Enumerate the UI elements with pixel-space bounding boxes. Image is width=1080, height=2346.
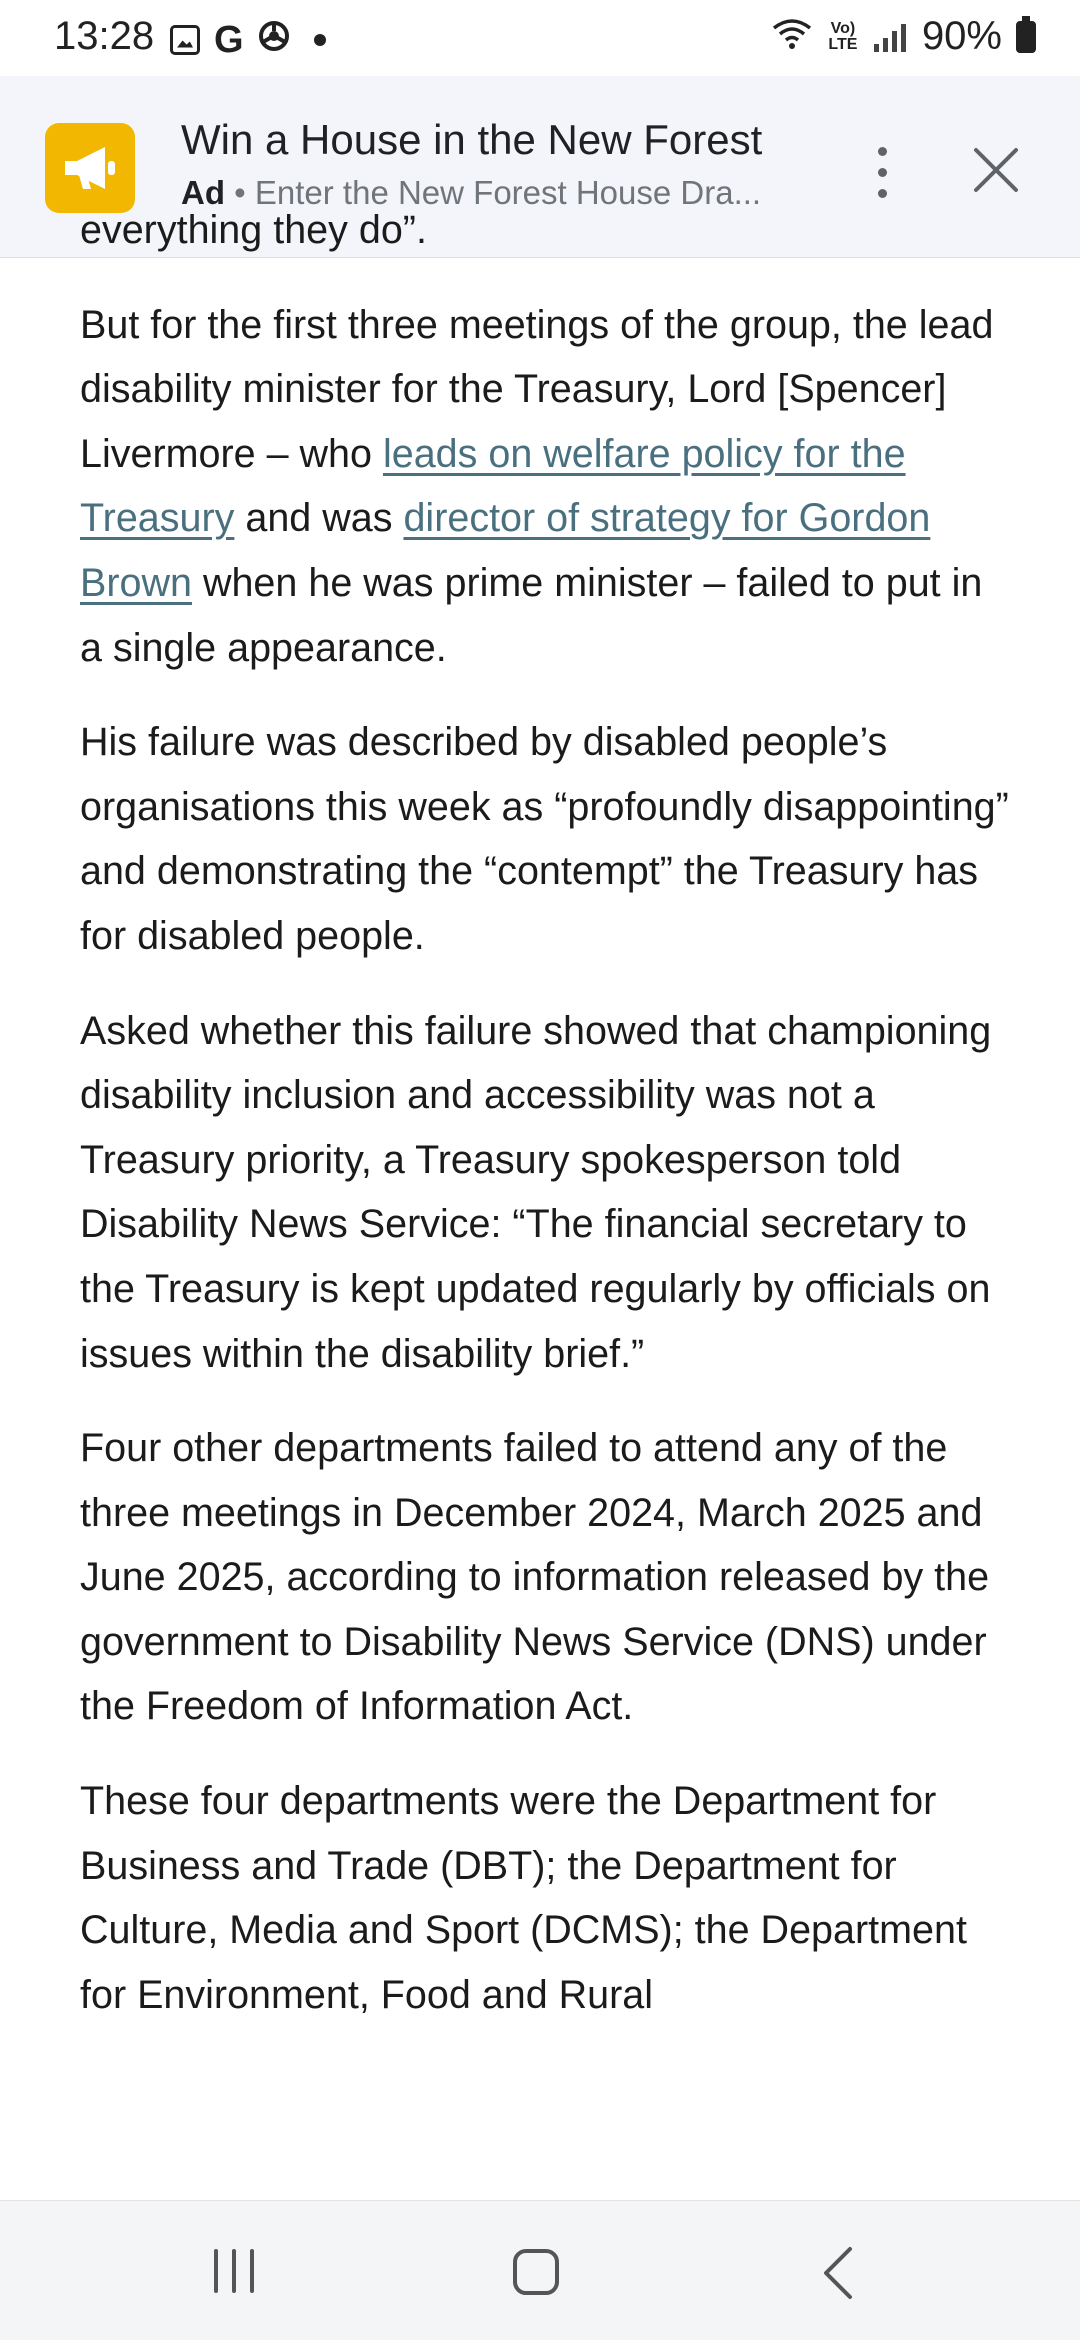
article-link[interactable]: leads on welfare policy for the Treasury [80, 431, 906, 541]
home-button[interactable] [476, 2201, 596, 2341]
volte-icon: Vo) LTE [828, 19, 858, 53]
paragraph-text: everything they do”. [80, 208, 427, 252]
article-link[interactable]: director of strategy for Gordon Brown [80, 496, 931, 605]
paragraph-text: and was [234, 496, 404, 541]
article-paragraph [80, 198, 1010, 263]
article-paragraphs [80, 198, 1010, 2057]
more-notifications-dot [314, 34, 326, 46]
gallery-icon [170, 25, 200, 55]
ad-label: Ad [181, 174, 225, 211]
paragraph-text: Asked whether this failure showed that championing disability inclusion and accessibility was not a Treasury priority, a Treasury spokesperson told Disability News Service: “The financial secretary to the Treasury is kept updated regularly by officials on issues within the disability brief.” [80, 1008, 992, 1376]
google-icon: G [214, 18, 244, 61]
article-paragraph [80, 1769, 1010, 2027]
back-button[interactable] [778, 2201, 898, 2341]
article-paragraph [80, 999, 1010, 1387]
home-icon [476, 2201, 596, 2341]
wifi-icon [772, 18, 812, 55]
status-right [772, 14, 1036, 59]
paragraph-text: These four departments were the Department for Business and Trade (DBT); the Department for Culture, Media and Sport (DCMS); the Department for Environment, Food and Rural [80, 1779, 967, 2017]
paragraph-text: Four other departments failed to attend any of the three meetings in December 2024, March 2025 and June 2025, according to information released by the government to Disability News Service (DNS) under the Freedom of Information Act. [80, 1426, 990, 1729]
recent-apps-icon [174, 2201, 294, 2341]
ad-separator: • [225, 174, 255, 211]
paragraph-text: His failure was described by disabled people’s organisations this week as “profoundly disappointing” and demonstrating the “contempt” the Treasury has for disabled people. [80, 720, 1009, 958]
status-time: 13:28 [54, 14, 155, 58]
ad-description: Enter the New Forest House Dra... [254, 174, 762, 211]
chrome-icon [258, 20, 290, 59]
article-paragraph [80, 710, 1010, 968]
back-icon [778, 2201, 898, 2341]
battery-icon [1016, 21, 1036, 53]
close-icon[interactable] [970, 144, 1022, 201]
article-paragraph [80, 1416, 1010, 1739]
status-bar [0, 0, 1080, 76]
megaphone-icon [61, 141, 119, 195]
paragraph-text: But for the first three meetings of the group, the lead disability minister for the Treasury, Lord [Spencer] Livermore – who [80, 302, 994, 476]
notification-icons [170, 20, 326, 59]
signal-icon [874, 22, 908, 52]
battery-percent: 90% [921, 14, 1002, 58]
ad-title[interactable]: Win a House in the New Forest [181, 116, 763, 163]
recent-apps-button[interactable] [174, 2201, 294, 2341]
paragraph-text: when he was prime minister – failed to put in a single appearance. [80, 560, 983, 670]
article-body[interactable] [0, 208, 1080, 2200]
article-paragraph [80, 293, 1010, 681]
more-options-icon[interactable] [868, 144, 898, 204]
navigation-bar [0, 2200, 1080, 2340]
